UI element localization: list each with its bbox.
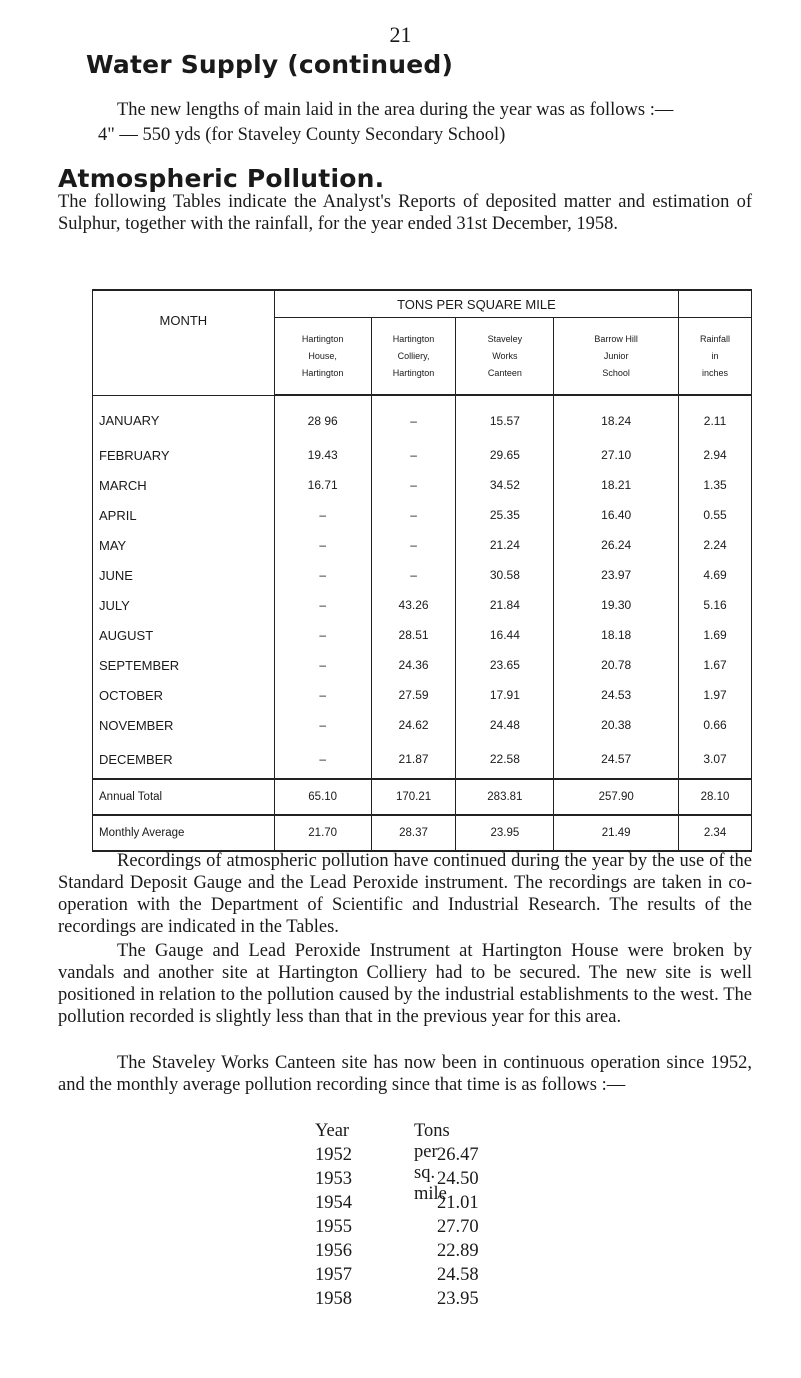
table-cell: –: [371, 470, 456, 500]
table-cell: 16.40: [554, 500, 679, 530]
table-cell: –: [371, 530, 456, 560]
table-row: [93, 500, 752, 530]
monthly-average-row: [93, 815, 752, 851]
tons-cell: 22.89: [437, 1241, 479, 1261]
table-row: [93, 710, 752, 740]
table-cell: 4.69: [679, 560, 752, 590]
table-cell: 27.10: [554, 440, 679, 470]
water-intro: The new lengths of main laid in the area during the year was as follows :—: [117, 100, 674, 120]
table-header-row: [93, 290, 752, 318]
year-cell: 1953: [315, 1169, 352, 1189]
table-cell: 30.58: [456, 560, 554, 590]
table-cell: 16.44: [456, 620, 554, 650]
table-cell: 1.69: [679, 620, 752, 650]
table-cell: –: [274, 530, 371, 560]
pollution-table: [92, 289, 752, 852]
table-cell: 23.95: [456, 815, 554, 851]
water-supply-heading: Water Supply (continued): [86, 50, 454, 79]
tons-cell: 24.50: [437, 1169, 479, 1189]
table-cell: 43.26: [371, 590, 456, 620]
month-cell: JULY: [93, 590, 275, 620]
table-cell: 21.24: [456, 530, 554, 560]
table-cell: 1.97: [679, 680, 752, 710]
table-row: [93, 590, 752, 620]
table-cell: 21.70: [274, 815, 371, 851]
col-header: Rainfall in inches: [679, 318, 752, 396]
table-cell: 24.48: [456, 710, 554, 740]
table-cell: 2.34: [679, 815, 752, 851]
table-row: [93, 395, 752, 440]
table-cell: 2.24: [679, 530, 752, 560]
year-cell: 1954: [315, 1193, 352, 1213]
staveley-paragraph: The Staveley Works Canteen site has now been in continuous operation since 1952, and the monthly average pollution recording since that time is as follows :—: [58, 1053, 752, 1095]
table-cell: 19.30: [554, 590, 679, 620]
table-cell: 15.57: [456, 395, 554, 440]
atmospheric-intro: The following Tables indicate the Analyst's Reports of deposited matter and estimation of Sulphur, together with the rainfall, for the year ended 31st December, 1958.: [58, 192, 752, 234]
table-cell: 23.97: [554, 560, 679, 590]
year-header: Year: [315, 1121, 350, 1141]
month-cell: DECEMBER: [93, 740, 275, 779]
table-cell: 22.58: [456, 740, 554, 779]
table-cell: 5.16: [679, 590, 752, 620]
year-cell: 1957: [315, 1265, 352, 1285]
col-header: Barrow Hill Junior School: [554, 318, 679, 396]
annual-total-row: [93, 779, 752, 815]
recordings-paragraph: Recordings of atmospheric pollution have continued during the year by the use of the Standard Deposit Gauge and the Lead Peroxide instrument. The recordings are taken in co-operation with the Department of Scientific and Industrial Research. The results of the recordings are indicated in the Tables.: [58, 851, 752, 937]
tons-cell: 27.70: [437, 1217, 479, 1237]
tons-header: Tons per sq. mile: [414, 1121, 450, 1204]
table-row: [93, 470, 752, 500]
table-cell: 170.21: [371, 779, 456, 815]
table-row: [93, 440, 752, 470]
table-cell: 18.18: [554, 620, 679, 650]
table-cell: 20.78: [554, 650, 679, 680]
table-cell: 283.81: [456, 779, 554, 815]
table-cell: –: [371, 560, 456, 590]
month-cell: OCTOBER: [93, 680, 275, 710]
table-cell: 0.55: [679, 500, 752, 530]
table-cell: 23.65: [456, 650, 554, 680]
table-cell: –: [274, 620, 371, 650]
table-cell: 65.10: [274, 779, 371, 815]
table-cell: –: [274, 500, 371, 530]
table-cell: 28.51: [371, 620, 456, 650]
table-cell: 28 96: [274, 395, 371, 440]
table-cell: 24.57: [554, 740, 679, 779]
year-cell: 1958: [315, 1289, 352, 1309]
tons-cell: 26.47: [437, 1145, 479, 1165]
table-cell: 1.67: [679, 650, 752, 680]
tons-cell: 23.95: [437, 1289, 479, 1309]
table-cell: –: [371, 395, 456, 440]
table-cell: 28.37: [371, 815, 456, 851]
year-cell: 1952: [315, 1145, 352, 1165]
table-cell: 18.21: [554, 470, 679, 500]
table-cell: 18.24: [554, 395, 679, 440]
month-cell: JUNE: [93, 560, 275, 590]
month-cell: NOVEMBER: [93, 710, 275, 740]
table-cell: 25.35: [456, 500, 554, 530]
table-cell: 27.59: [371, 680, 456, 710]
month-cell: APRIL: [93, 500, 275, 530]
table-cell: 26.24: [554, 530, 679, 560]
table-cell: –: [274, 560, 371, 590]
table-cell: –: [274, 740, 371, 779]
table-cell: 21.84: [456, 590, 554, 620]
month-cell: FEBRUARY: [93, 440, 275, 470]
blank-header: [679, 290, 752, 318]
table-cell: –: [274, 680, 371, 710]
table-row: [93, 530, 752, 560]
table-cell: 34.52: [456, 470, 554, 500]
table-cell: 2.94: [679, 440, 752, 470]
month-cell: JANUARY: [93, 395, 275, 440]
table-cell: –: [274, 710, 371, 740]
water-item: 4" — 550 yds (for Staveley County Secondary School): [98, 125, 506, 145]
table-row: [93, 560, 752, 590]
row-label: Monthly Average: [93, 815, 275, 851]
year-cell: 1956: [315, 1241, 352, 1261]
table-cell: 21.49: [554, 815, 679, 851]
month-header: MONTH: [93, 290, 275, 395]
month-cell: MARCH: [93, 470, 275, 500]
atmospheric-heading: Atmospheric Pollution.: [58, 164, 385, 193]
table-cell: –: [371, 440, 456, 470]
table-row: [93, 680, 752, 710]
table-row: [93, 620, 752, 650]
table-cell: 3.07: [679, 740, 752, 779]
table-row: [93, 740, 752, 779]
month-cell: MAY: [93, 530, 275, 560]
tons-cell: 21.01: [437, 1193, 479, 1213]
table-cell: 17.91: [456, 680, 554, 710]
table-row: [93, 650, 752, 680]
table-cell: 29.65: [456, 440, 554, 470]
page-number: 21: [389, 22, 412, 47]
table-cell: 2.11: [679, 395, 752, 440]
table-cell: –: [274, 650, 371, 680]
table-cell: 257.90: [554, 779, 679, 815]
table-cell: 20.38: [554, 710, 679, 740]
vandals-paragraph: The Gauge and Lead Peroxide Instrument at Hartington House were broken by vandals and another site at Hartington Colliery had to be secured. The new site is well positioned in relation to the pollution caused by the industrial establishments to the west. The pollution recorded is slightly less than that in the previous year for this area.: [58, 941, 752, 1027]
table-cell: 1.35: [679, 470, 752, 500]
year-cell: 1955: [315, 1217, 352, 1237]
month-cell: AUGUST: [93, 620, 275, 650]
col-header: Hartington House, Hartington: [274, 318, 371, 396]
table-cell: –: [371, 500, 456, 530]
table-cell: 19.43: [274, 440, 371, 470]
col-header: Hartington Colliery, Hartington: [371, 318, 456, 396]
month-cell: SEPTEMBER: [93, 650, 275, 680]
tons-cell: 24.58: [437, 1265, 479, 1285]
table-cell: 28.10: [679, 779, 752, 815]
table-cell: 24.36: [371, 650, 456, 680]
table-cell: 0.66: [679, 710, 752, 740]
table-cell: 24.53: [554, 680, 679, 710]
table-cell: –: [274, 590, 371, 620]
tons-header: TONS PER SQUARE MILE: [274, 290, 678, 318]
table-cell: 24.62: [371, 710, 456, 740]
table-cell: 16.71: [274, 470, 371, 500]
row-label: Annual Total: [93, 779, 275, 815]
col-header: Staveley Works Canteen: [456, 318, 554, 396]
table-cell: 21.87: [371, 740, 456, 779]
